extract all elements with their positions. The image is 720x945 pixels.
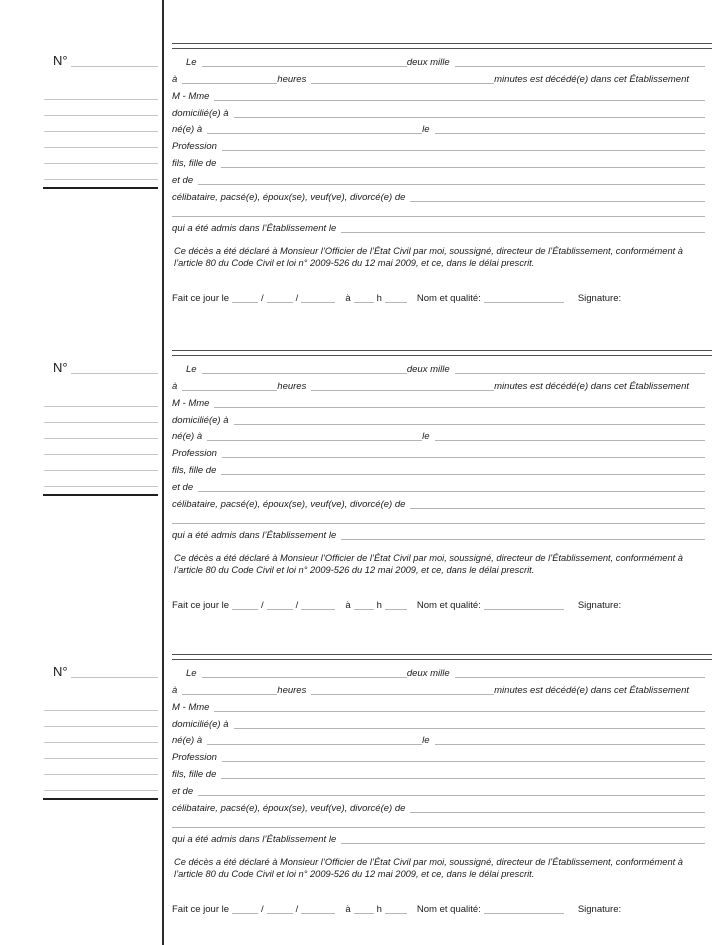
nom-qualite-label: Nom et qualité:: [416, 599, 481, 611]
mother-name-line: [198, 794, 705, 796]
death-year-line: [455, 65, 705, 67]
fait-label: Fait ce jour le: [172, 599, 230, 611]
death-date-row: [172, 358, 705, 375]
et-de-label: et de: [172, 786, 194, 798]
a-label: à: [172, 73, 178, 85]
stub-ruled-line: [44, 99, 158, 100]
nom-qualite-label: Nom et qualité:: [416, 292, 481, 304]
stub-ruled-line: [44, 790, 158, 791]
a-short-label: à: [345, 903, 351, 915]
marital-status-row: [172, 493, 705, 510]
fait-day-line: [232, 608, 258, 610]
mother-name-line: [198, 183, 705, 185]
signature-label: Signature:: [577, 599, 622, 611]
blank-row: [172, 814, 705, 829]
marital-status-row: [172, 186, 705, 203]
birthdate-line: [435, 743, 705, 745]
fait-day-line: [232, 912, 258, 914]
death-time-row: [172, 679, 705, 696]
admission-date-line: [341, 231, 705, 233]
nom-qualite-line: [484, 301, 564, 303]
stub-ruled-line: [44, 710, 158, 711]
h-label: h: [376, 599, 382, 611]
father-row: [172, 763, 705, 780]
father-name-line: [221, 473, 705, 475]
admission-date-line: [341, 842, 705, 844]
stub-ruled-line: [44, 115, 158, 116]
fait-month-line: [267, 912, 293, 914]
death-time-row: [172, 68, 705, 85]
admis-label: qui a été admis dans l’Établissement le: [172, 834, 337, 846]
birthdate-line: [435, 439, 705, 441]
minutes-suffix-label: minutes est décédé(e) dans cet Établissement: [494, 684, 689, 696]
stub-number-line: [71, 365, 158, 374]
blank-line: [172, 215, 705, 217]
birth-row: [172, 426, 705, 443]
fait-minute-line: [385, 912, 407, 914]
minute-line: [311, 693, 494, 695]
birthplace-line: [207, 743, 422, 745]
form-section-1: [0, 0, 720, 307]
admission-row: [172, 829, 705, 845]
birth-row: [172, 730, 705, 747]
admission-row: [172, 525, 705, 541]
profession-row: [172, 135, 705, 152]
stub-number-row: [53, 360, 158, 375]
nom-qualite-label: Nom et qualité:: [416, 903, 481, 915]
father-row: [172, 152, 705, 169]
ne-a-label: né(e) à: [172, 735, 203, 747]
stub-cut-line: [43, 494, 158, 496]
stub-ruled-line: [44, 406, 158, 407]
profession-line: [222, 149, 705, 151]
slash: /: [261, 599, 264, 611]
ne-a-label: né(e) à: [172, 124, 203, 136]
nom-qualite-line: [484, 608, 564, 610]
a-short-label: à: [345, 292, 351, 304]
fait-hour-line: [354, 301, 374, 303]
et-de-label: et de: [172, 482, 194, 494]
fils-label: fils, fille de: [172, 158, 217, 170]
celibataire-label: célibataire, pacsé(e), époux(se), veuf(ve), divorcé(e) de: [172, 803, 406, 815]
signature-row: [172, 593, 705, 611]
name-line: [214, 99, 705, 101]
mother-row: [172, 780, 705, 797]
deux-mille-label: deux mille: [406, 56, 450, 68]
blank-line: [172, 522, 705, 524]
heures-label: heures: [277, 684, 307, 696]
death-date-row: [172, 51, 705, 68]
death-date-line: [202, 372, 407, 374]
celibataire-label: célibataire, pacsé(e), époux(se), veuf(ve), divorcé(e) de: [172, 192, 406, 204]
slash: /: [261, 292, 264, 304]
profession-line: [222, 456, 705, 458]
a-label: à: [172, 380, 178, 392]
death-date-line: [202, 676, 407, 678]
stub-number-line: [71, 58, 158, 67]
father-name-line: [221, 777, 705, 779]
father-name-line: [221, 166, 705, 168]
hour-line: [182, 82, 277, 84]
slash: /: [295, 292, 299, 304]
domicile-row: [172, 102, 705, 119]
stub-ruled-line: [44, 774, 158, 775]
le-label: Le: [186, 56, 197, 68]
birthdate-line: [435, 132, 705, 134]
mother-name-line: [198, 490, 705, 492]
stub-number-label: N°: [53, 53, 68, 68]
slash: /: [295, 599, 299, 611]
admis-label: qui a été admis dans l’Établissement le: [172, 223, 337, 235]
birth-row: [172, 119, 705, 136]
profession-label: Profession: [172, 752, 217, 764]
admis-label: qui a été admis dans l’Établissement le: [172, 530, 337, 542]
h-label: h: [376, 292, 382, 304]
stub-ruled-line: [44, 742, 158, 743]
name-line: [214, 406, 705, 408]
spouse-name-line: [410, 200, 705, 202]
m-mme-label: M - Mme: [172, 701, 210, 713]
stub-ruled-line: [44, 486, 158, 487]
form-section-3: [0, 611, 720, 918]
death-year-line: [455, 676, 705, 678]
minutes-suffix-label: minutes est décédé(e) dans cet Établissement: [494, 73, 689, 85]
death-year-line: [455, 372, 705, 374]
admission-row: [172, 218, 705, 234]
domicile-row: [172, 409, 705, 426]
fait-minute-line: [385, 608, 407, 610]
fait-month-line: [267, 301, 293, 303]
blank-row: [172, 203, 705, 218]
heures-label: heures: [277, 73, 307, 85]
deux-mille-label: deux mille: [406, 667, 450, 679]
name-row: [172, 392, 705, 409]
mother-row: [172, 476, 705, 493]
name-row: [172, 85, 705, 102]
stub-ruled-line: [44, 131, 158, 132]
stub-number-line: [71, 669, 158, 678]
a-label: à: [172, 684, 178, 696]
h-label: h: [376, 903, 382, 915]
signature-row: [172, 897, 705, 915]
le-short-label: le: [422, 431, 430, 443]
fait-label: Fait ce jour le: [172, 903, 230, 915]
marital-status-row: [172, 797, 705, 814]
domicile-line: [234, 423, 706, 425]
slash: /: [295, 903, 299, 915]
blank-line: [172, 826, 705, 828]
signature-label: Signature:: [577, 903, 622, 915]
profession-label: Profession: [172, 141, 217, 153]
fait-minute-line: [385, 301, 407, 303]
admission-date-line: [341, 538, 705, 540]
profession-row: [172, 746, 705, 763]
le-short-label: le: [422, 124, 430, 136]
ne-a-label: né(e) à: [172, 431, 203, 443]
form-body: [172, 354, 705, 611]
fait-day-line: [232, 301, 258, 303]
stub-number-row: [53, 664, 158, 679]
stub-number-row: [53, 53, 158, 68]
fait-hour-line: [354, 912, 374, 914]
a-short-label: à: [345, 599, 351, 611]
heures-label: heures: [277, 380, 307, 392]
declaration-text: Ce décès a été déclaré à Monsieur l’Officier de l’État Civil par moi, soussigné, directeur de l’Établissement, conformément à l’article 80 du Code Civil et loi n° 2009-526 du 12 mai 2009, et ce, dans le délai prescrit.: [174, 553, 683, 576]
death-time-row: [172, 375, 705, 392]
nom-qualite-line: [484, 912, 564, 914]
fait-month-line: [267, 608, 293, 610]
name-row: [172, 696, 705, 713]
le-label: Le: [186, 363, 197, 375]
domicile-label: domicilié(e) à: [172, 107, 229, 119]
fait-year-line: [301, 912, 335, 914]
stub-cut-line: [43, 187, 158, 189]
stub-ruled-line: [44, 438, 158, 439]
stub-ruled-line: [44, 147, 158, 148]
stub-number-label: N°: [53, 360, 68, 375]
stub-ruled-line: [44, 758, 158, 759]
stub-ruled-line: [44, 179, 158, 180]
stub-ruled-line: [44, 454, 158, 455]
stub-ruled-line: [44, 470, 158, 471]
fils-label: fils, fille de: [172, 465, 217, 477]
form-body: [172, 658, 705, 915]
birthplace-line: [207, 132, 422, 134]
hour-line: [182, 389, 277, 391]
m-mme-label: M - Mme: [172, 397, 210, 409]
declaration-text: Ce décès a été déclaré à Monsieur l’Officier de l’État Civil par moi, soussigné, directeur de l’Établissement, conformément à l’article 80 du Code Civil et loi n° 2009-526 du 12 mai 2009, et ce, dans le délai prescrit.: [174, 857, 683, 880]
celibataire-label: célibataire, pacsé(e), époux(se), veuf(ve), divorcé(e) de: [172, 499, 406, 511]
father-row: [172, 459, 705, 476]
spouse-name-line: [410, 507, 705, 509]
fait-year-line: [301, 301, 335, 303]
m-mme-label: M - Mme: [172, 90, 210, 102]
stub-ruled-line: [44, 422, 158, 423]
fait-hour-line: [354, 608, 374, 610]
stub-number-label: N°: [53, 664, 68, 679]
blank-row: [172, 510, 705, 525]
le-short-label: le: [422, 735, 430, 747]
death-date-line: [202, 65, 407, 67]
form-section-2: [0, 307, 720, 614]
minute-line: [311, 82, 494, 84]
form-body: [172, 47, 705, 304]
signature-label: Signature:: [577, 292, 622, 304]
domicile-label: domicilié(e) à: [172, 718, 229, 730]
stub-ruled-line: [44, 163, 158, 164]
profession-line: [222, 760, 705, 762]
mother-row: [172, 169, 705, 186]
domicile-label: domicilié(e) à: [172, 414, 229, 426]
minutes-suffix-label: minutes est décédé(e) dans cet Établissement: [494, 380, 689, 392]
minute-line: [311, 389, 494, 391]
domicile-line: [234, 116, 706, 118]
domicile-row: [172, 713, 705, 730]
domicile-line: [234, 727, 706, 729]
slash: /: [261, 903, 264, 915]
stub-ruled-line: [44, 726, 158, 727]
fait-year-line: [301, 608, 335, 610]
deux-mille-label: deux mille: [406, 363, 450, 375]
signature-row: [172, 286, 705, 304]
hour-line: [182, 693, 277, 695]
declaration-text: Ce décès a été déclaré à Monsieur l’Officier de l’État Civil par moi, soussigné, directeur de l’Établissement, conformément à l’article 80 du Code Civil et loi n° 2009-526 du 12 mai 2009, et ce, dans le délai prescrit.: [174, 246, 683, 269]
birthplace-line: [207, 439, 422, 441]
le-label: Le: [186, 667, 197, 679]
spouse-name-line: [410, 811, 705, 813]
fils-label: fils, fille de: [172, 769, 217, 781]
fait-label: Fait ce jour le: [172, 292, 230, 304]
stub-cut-line: [43, 798, 158, 800]
profession-label: Profession: [172, 448, 217, 460]
death-date-row: [172, 662, 705, 679]
name-line: [214, 710, 705, 712]
profession-row: [172, 442, 705, 459]
et-de-label: et de: [172, 175, 194, 187]
